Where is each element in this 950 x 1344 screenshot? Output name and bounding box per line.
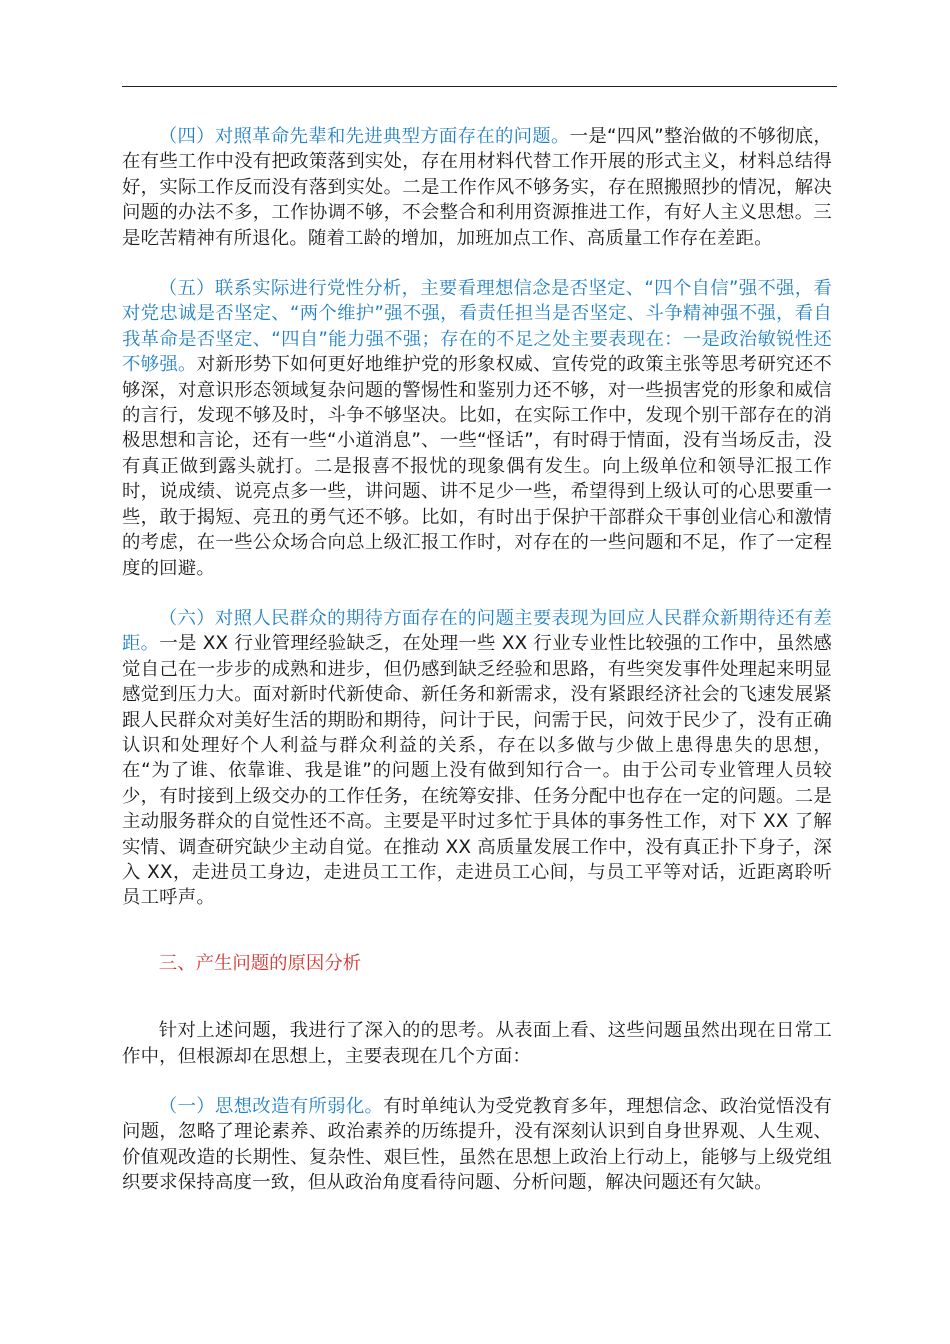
paragraph-6-lead: （六）对照人民群众的期待方面存在的问题主要表现为回应人民群众新期待还有差距。 xyxy=(122,607,832,655)
intro-paragraph: 针对上述问题，我进行了深入的的思考。从表面上看、这些问题虽然出现在日常工作中，但根源却在思想上，主要表现在几个方面： xyxy=(122,1020,832,1067)
paragraph-4-body: 一是“四风”整治做的不够彻底，在有些工作中没有把政策落到实处，存在用材料代替工作开展的形式主义，材料总结得好，实际工作反而没有落到实处。二是工作作风不够务实，存在照搬照抄的情况，解决问题的办法不多，工作协调不够，不会整合和利用资源推进工作，有好人主义思想。三是吃苦精神有所退化。随着工龄的增加，加班加点工作、高质量工作存在差距。 xyxy=(122,126,832,249)
paragraph-5 xyxy=(122,276,832,581)
paragraph-5-body: 对新形势下如何更好地维护党的形象权威、宣传党的政策主张等思考研究还不够深，对意识形态领域复杂问题的警惕性和鉴别力还不够，对一些损害党的形象和威信的言行，发现不够及时，斗争不够坚决。比如，在实际工作中，发现个别干部存在的消极思想和言论，还有一些“小道消息”、一些“怪话”，有时碍于情面，没有当场反击，没有真正做到露头就打。二是报喜不报忧的现象偶有发生。向上级单位和领导汇报工作时，说成绩、说亮点多一些，讲问题、讲不足少一些，希望得到上级认可的心思要重一些，敢于揭短、亮丑的勇气还不够。比如，有时出于保护干部群众干事创业信心和激情的考虑，在一些公众场合向总上级汇报工作时，对存在的一些问题和不足，作了一定程度的回避。 xyxy=(122,354,832,579)
paragraph-4-lead: （四）对照革命先辈和先进典型方面存在的问题。 xyxy=(158,126,570,147)
paragraph-4 xyxy=(122,124,832,251)
section-heading: 三、产生问题的原因分析 xyxy=(158,952,362,974)
paragraph-6-body: 一是 XX 行业管理经验缺乏，在处理一些 XX 行业专业性比较强的工作中，虽然感觉自己在一步步的成熟和进步，但仍感到缺乏经验和思路，有些突发事件处理起来明显感觉到压力大。面对新时代新使命、新任务和新需求，没有紧跟经济社会的飞速发展紧跟人民群众对美好生活的期盼和期待，问计于民，问需于民，问效于民少了，没有正确认识和处理好个人利益与群众利益的关系，存在以多做与少做上患得患失的思想，在“为了谁、依靠谁、我是谁”的问题上没有做到知行合一。由于公司专业管理人员较少，有时接到上级交办的工作任务，在统筹安排、任务分配中也存在一定的问题。二是主动服务群众的自觉性还不高。主要是平时过多忙于具体的事务性工作，对下 XX 了解实情、调查研究缺少主动自觉。在推动 XX 高质量发展工作中，没有真正扑下身子，深入 XX，走进员工身边，走进员工工作，走进员工心间，与员工平等对话，近距离聆听员工呼声。 xyxy=(122,633,833,909)
paragraph-5-lead: （五）联系实际进行党性分析，主要看理想信念是否坚定、“四个自信”强不强，看对党忠诚是否坚定、“两个维护”强不强，看责任担当是否坚定、斗争精神强不强，看自我革命是否坚定、“四自”能力强不强；存在的不足之处主要表现在：一是政治敏锐性还不够强。 xyxy=(122,278,832,376)
paragraph-6 xyxy=(122,606,832,911)
cause-1-lead: （一）思想改造有所弱化。 xyxy=(158,1096,384,1117)
cause-1-body: 有时单纯认为受党教育多年，理想信念、政治觉悟没有问题，忽略了理论素养、政治素养的历练提升，没有深刻认识到自身世界观、人生观、价值观改造的长期性、复杂性、艰巨性，虽然在思想上政治上行动上，能够与上级党组织要求保持高度一致，但从政治角度看待问题、分析问题，解决问题还有欠缺。 xyxy=(122,1096,832,1194)
header-rule xyxy=(122,86,837,87)
cause-1-paragraph xyxy=(122,1094,832,1196)
document-body xyxy=(122,124,832,1196)
